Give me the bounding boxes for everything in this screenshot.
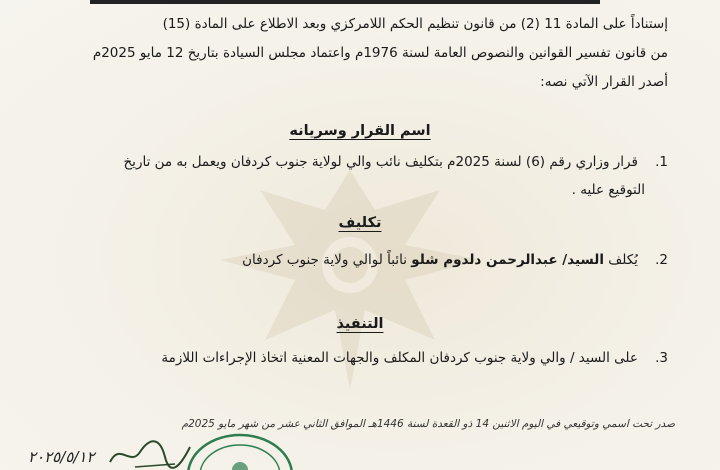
heading-decree-name: اسم القرار وسريانه xyxy=(289,123,431,139)
heading-implementation: التنفيذ xyxy=(336,316,384,332)
official-stamp xyxy=(185,430,295,470)
issuance-statement: صدر تحت اسمي وتوقيعي في اليوم الاثنين 14 ذو القعدة لسنة 1446هـ الموافق الثاني عشر من شهر مايو 2025م xyxy=(181,418,675,430)
preamble-line-3: أصدر القرار الآتي نصه: xyxy=(540,74,668,90)
handwritten-signature xyxy=(105,432,195,470)
heading-assignment: تكليف xyxy=(338,215,382,231)
clause-3-text: على السيد / والي ولاية جنوب كردفان المكلف والجهات المعنية اتخاذ الإجراءات اللازمة xyxy=(161,350,638,366)
clause-1-text: قرار وزاري رقم (6) لسنة 2025م بتكليف نائب والي لولاية جنوب كردفان ويعمل به من تاريخ xyxy=(123,154,638,170)
clause-2-suffix: نائباً لوالي ولاية جنوب كردفان xyxy=(242,252,407,268)
clause-3-line-1 xyxy=(161,350,668,366)
eagle-emblem-watermark xyxy=(200,150,500,410)
clause-1-number: 1. xyxy=(655,154,668,170)
clause-2-prefix: يُكلف xyxy=(608,252,638,268)
clause-2-line-1 xyxy=(242,252,668,268)
preamble-line-1: إستناداً على المادة 11 (2) من قانون تنظيم الحكم اللامركزي وبعد الاطلاع على المادة (15) xyxy=(162,16,668,32)
appointee-name: السيد/ عبدالرحمن دلدوم شلو xyxy=(411,252,604,268)
clause-2-number: 2. xyxy=(655,252,668,268)
preamble-line-2: من قانون تفسير القوانين والنصوص العامة لسنة 1976م واعتماد مجلس السيادة بتاريخ 12 مايو 2025م xyxy=(92,45,668,61)
signature-date: ٢٠٢٥/٥/١٢ xyxy=(28,448,95,466)
clause-1-line-1 xyxy=(123,154,668,170)
clause-1-line-2: التوقيع عليه . xyxy=(571,182,645,198)
header-rule xyxy=(90,0,600,4)
clause-3-number: 3. xyxy=(655,350,668,366)
